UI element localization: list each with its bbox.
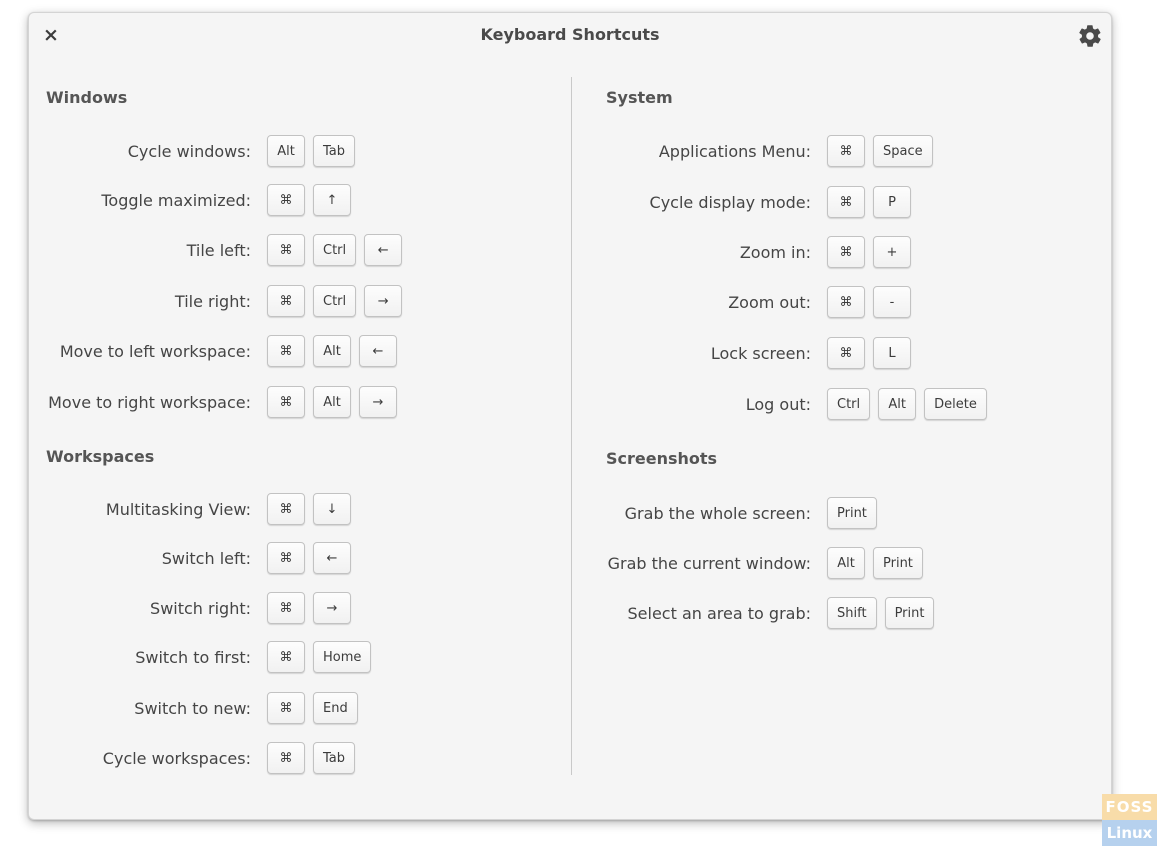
shortcut-label: Select an area to grab:	[627, 604, 811, 623]
foss-linux-watermark	[1102, 794, 1157, 846]
key-combination	[267, 542, 351, 574]
keycap: Space	[873, 135, 933, 167]
close-icon[interactable]: ×	[43, 24, 59, 46]
keycap: Tab	[313, 135, 355, 167]
keycap: ⌘	[827, 236, 865, 268]
shortcut-label: Zoom in:	[739, 243, 811, 262]
shortcut-row	[134, 692, 358, 726]
shortcut-label: Switch to first:	[135, 648, 251, 667]
keycap: ⌘	[267, 234, 305, 266]
key-combination	[827, 547, 923, 579]
keycap: ⌘	[827, 286, 865, 318]
keycap: ↓	[313, 493, 351, 525]
keycap: Shift	[827, 597, 877, 629]
shortcut-label: Toggle maximized:	[101, 191, 251, 210]
section-title-windows: Windows	[46, 88, 128, 107]
shortcut-label: Move to right workspace:	[48, 393, 251, 412]
keycap: ⌘	[267, 692, 305, 724]
shortcut-label: Lock screen:	[710, 344, 811, 363]
keycap: ⌘	[267, 641, 305, 673]
keycap: Alt	[267, 135, 305, 167]
keycap: ⌘	[267, 742, 305, 774]
shortcut-label: Grab the whole screen:	[624, 504, 811, 523]
section-title-workspaces: Workspaces	[46, 447, 155, 466]
section-title-system: System	[606, 88, 673, 107]
key-combination	[827, 337, 911, 369]
window-title: Keyboard Shortcuts	[480, 25, 660, 44]
key-combination	[267, 335, 397, 367]
keycap: ⌘	[827, 135, 865, 167]
keycap: Alt	[827, 547, 865, 579]
shortcut-label: Switch left:	[161, 549, 251, 568]
keycap: ←	[364, 234, 402, 266]
shortcut-row	[627, 597, 934, 631]
shortcut-label: Grab the current window:	[607, 554, 811, 573]
key-combination	[267, 135, 355, 167]
key-combination	[267, 493, 351, 525]
shortcut-label: Move to left workspace:	[59, 342, 251, 361]
gear-icon[interactable]	[1077, 23, 1103, 49]
shortcut-label: Tile left:	[186, 241, 251, 260]
key-combination	[827, 286, 911, 318]
shortcut-label: Multitasking View:	[105, 500, 251, 519]
keycap: Alt	[878, 388, 916, 420]
keycap: ⌘	[267, 335, 305, 367]
shortcut-row	[649, 186, 911, 220]
shortcut-row	[624, 497, 877, 531]
shortcut-row	[102, 742, 355, 776]
keycap: ←	[313, 542, 351, 574]
keycap: Print	[827, 497, 877, 529]
column-divider	[571, 77, 572, 775]
keycap: ⌘	[267, 386, 305, 418]
titlebar	[29, 13, 1111, 59]
keycap: ⌘	[267, 592, 305, 624]
watermark-line2: Linux	[1102, 820, 1157, 846]
keycap: Home	[313, 641, 371, 673]
keycap: →	[364, 285, 402, 317]
shortcut-row	[739, 236, 911, 270]
shortcut-row	[186, 234, 402, 268]
keycap: →	[313, 592, 351, 624]
shortcuts-window	[28, 12, 1154, 842]
key-combination	[267, 742, 355, 774]
shortcut-row	[174, 285, 402, 319]
keycap: Ctrl	[313, 285, 356, 317]
keycap: Alt	[313, 335, 351, 367]
shortcut-row	[101, 184, 351, 218]
shortcut-row	[728, 286, 911, 320]
shortcut-row	[710, 337, 911, 371]
watermark-line1: FOSS	[1102, 794, 1157, 820]
keycap: L	[873, 337, 911, 369]
keycap: ↑	[313, 184, 351, 216]
keycap: Delete	[924, 388, 987, 420]
key-combination	[827, 388, 987, 420]
key-combination	[267, 692, 358, 724]
keycap: +	[873, 236, 911, 268]
shortcut-label: Log out:	[745, 395, 811, 414]
keycap: ⌘	[267, 493, 305, 525]
key-combination	[267, 641, 371, 673]
shortcut-row	[48, 386, 397, 420]
key-combination	[267, 234, 402, 266]
keycap: ⌘	[827, 337, 865, 369]
keycap: ⌘	[267, 285, 305, 317]
section-title-screenshots: Screenshots	[606, 449, 718, 468]
keycap: -	[873, 286, 911, 318]
shortcut-row	[105, 493, 351, 527]
keycap: ⌘	[827, 186, 865, 218]
shortcut-label: Applications Menu:	[658, 142, 811, 161]
shortcut-row	[150, 592, 351, 626]
key-combination	[267, 386, 397, 418]
keycap: Print	[885, 597, 935, 629]
keycap: Alt	[313, 386, 351, 418]
shortcut-label: Cycle workspaces:	[102, 749, 251, 768]
key-combination	[267, 184, 351, 216]
keycap: →	[359, 386, 397, 418]
shortcut-row	[127, 135, 355, 169]
shortcut-label: Zoom out:	[728, 293, 811, 312]
key-combination	[827, 236, 911, 268]
shortcut-row	[135, 641, 371, 675]
key-combination	[827, 597, 934, 629]
shortcut-label: Switch right:	[150, 599, 251, 618]
shortcut-label: Switch to new:	[134, 699, 251, 718]
shortcut-row	[161, 542, 351, 576]
shortcut-label: Cycle display mode:	[649, 193, 811, 212]
key-combination	[827, 186, 911, 218]
shortcut-row	[658, 135, 933, 169]
shortcut-label: Cycle windows:	[127, 142, 251, 161]
key-combination	[827, 135, 933, 167]
keycap: P	[873, 186, 911, 218]
keycap: ⌘	[267, 184, 305, 216]
shortcut-row	[745, 388, 987, 422]
keycap: ←	[359, 335, 397, 367]
keycap: Ctrl	[313, 234, 356, 266]
shortcut-row	[607, 547, 923, 581]
shortcut-row	[59, 335, 397, 369]
key-combination	[267, 592, 351, 624]
key-combination	[827, 497, 877, 529]
keycap: ⌘	[267, 542, 305, 574]
shortcut-label: Tile right:	[174, 292, 251, 311]
keycap: Tab	[313, 742, 355, 774]
key-combination	[267, 285, 402, 317]
keycap: End	[313, 692, 358, 724]
keycap: Print	[873, 547, 923, 579]
keycap: Ctrl	[827, 388, 870, 420]
